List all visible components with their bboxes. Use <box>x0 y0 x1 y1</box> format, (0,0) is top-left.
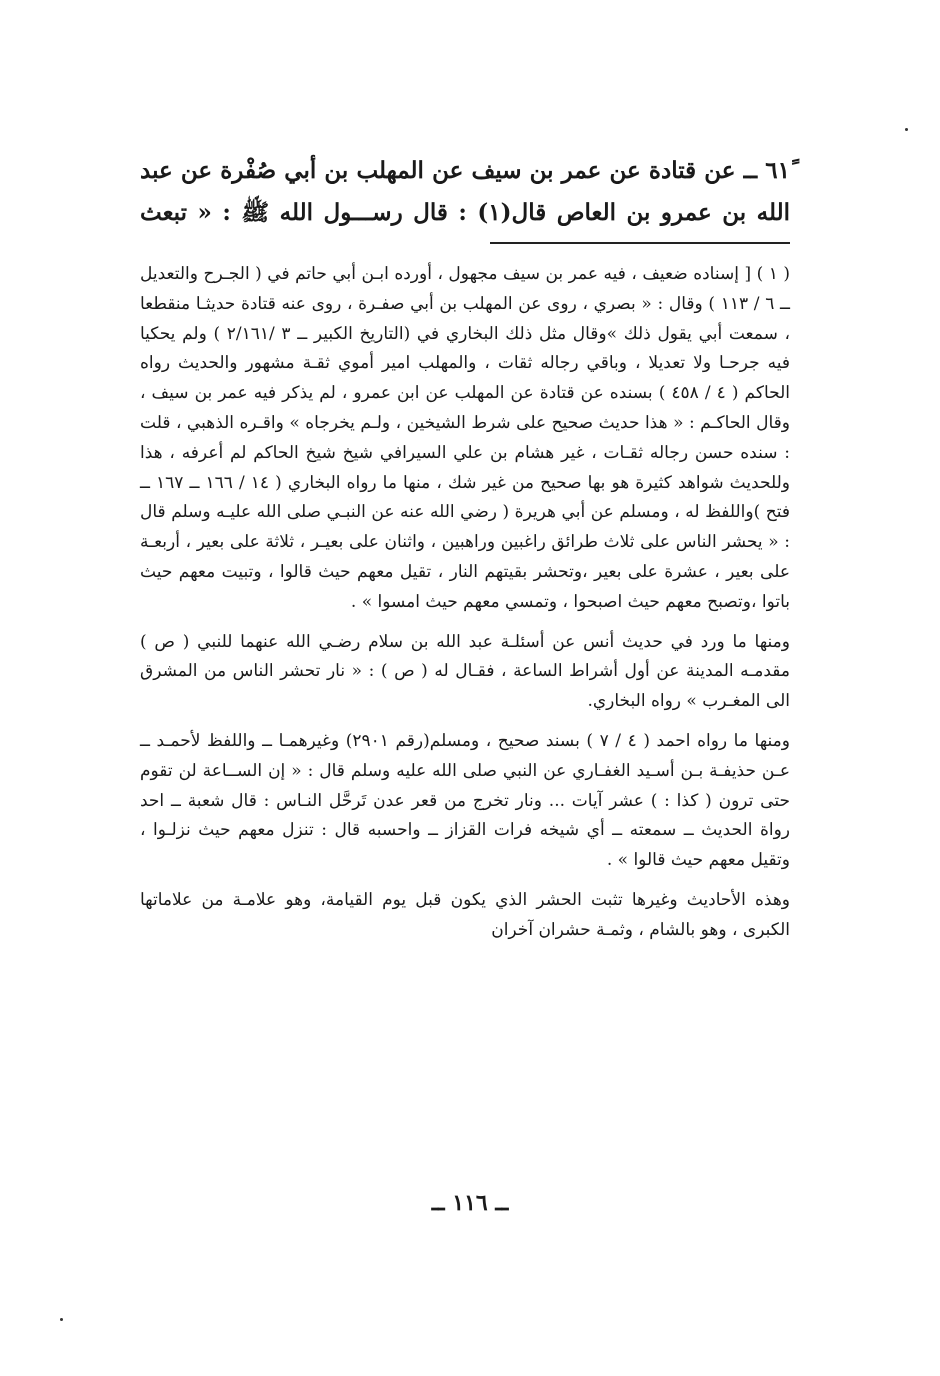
footnote-paragraph: ومنها ما ورد في حديث أنس عن أسئلـة عبد الله بن سلام رضـي الله عنهما للنبي ( ص ) مقدمـه المدينة عن أول أشراط الساعة ، فقـال له ( ص ) : « نار تحشر الناس من المشرق الى المغـرب » رواه البخاري. <box>140 631 790 712</box>
footnote-paragraph: ( ١ ) [ إسناده ضعيف ، فيه عمر بن سيف مجهول ، أورده ابـن أبي حاتم في ( الجـرح والتعديل ــ ٦ / ١١٣ ) وقال : « بصري ، روى عن المهلب بن أبي صفـرة ، روى عنه قتادة حديثـا منقطعا ، سمعت أبي يقول ذلك »وقال مثل ذلك البخاري في (التاريخ الكبير ــ ٣ /٢/١٦١ ) ولم يحكيا فيه جرحـا ولا تعديلا ، وباقي رجاله ثقات ، والمهلب امير أموي ثقـة مشهور والحديث رواه الحاكم ( ٤ / ٤٥٨ ) بسنده عن قتادة عن المهلب عن ابن عمرو ، لم يذكر فيه عمر بن سيف ، وقال الحاكـم : « هذا حديث صحيح على شرط الشيخين ، ولـم يخرجاه » واقـره الذهبي ، قلت : سنده حسن رجاله ثقـات ، غير هشام بن علي السيرافي شيخ شيخ الحاكم لم أعرفه ، هذا وللحديث شواهد كثيرة هو بها صحيح من غير شك ، منها ما رواه البخاري ( ١٤ / ١٦٦ ــ ١٦٧ ــ فتح )واللفظ له ، ومسلم عن أبي هريرة ( رضي الله عنه عن النبـي صلى الله عليـه وسلم قال : « يحشر الناس على ثلاث طرائق راغبين وراهبين ، واثنان على بعيـر ، ثلاثة على بعير ، أربعـة على بعير ، عشرة على بعير ،وتحشر بقيتهم النار ، تقيل معهم حيث قالوا ، وتبيت معهم حيث باتوا ،وتصبح معهم حيث اصبحوا ، وتمسي معهم حيث امسوا » . <box>140 264 791 612</box>
footnote-paragraph: ومنها ما رواه احمد ( ٤ / ٧ ) بسند صحيح ، ومسلم(رقم ٢٩٠١) وغيرهمـا ــ واللفظ لأحمـد ــ عـن حذيفـة بـن أسـيد الغفـاري عن النبي صلى الله عليه وسلم قال : « إن الســاعة لن تقوم حتى ترون ( كذا : ) عشر آيات ... ونار تخرج من قعر عدن تَرحَّل النـاس : قال شعبة ــ احد رواة الحديث ــ سمعته ــ أي شيخه فرات القزاز ــ واحسبه قال : تنزل معهم حيث نزلـوا ، وتقيل معهم حيث قالوا » . <box>140 730 790 871</box>
page-body <box>140 150 790 956</box>
footnote-paragraph: وهذه الأحاديث وغيرها تثبت الحشر الذي يكون قبل يوم القيامة، وهو علامـة من علاماتها الكبرى ، وهو بالشام ، وثمـة حشران آخران <box>140 889 790 940</box>
main-text <box>140 150 790 234</box>
footnote-divider <box>490 242 790 244</box>
scan-speck <box>905 128 908 131</box>
footnotes <box>140 260 790 946</box>
scan-speck <box>60 1318 63 1321</box>
hadith-paragraph: ٦١ً ــ عن قتادة عن عمر بن سيف عن المهلب بن أبي صُفْرة عن عبد الله بن عمرو بن العاص قال(١) : قال رســـول الله ﷺ : « تبعث <box>140 157 790 226</box>
page-number: ــ ١١٦ ــ <box>431 1190 509 1216</box>
